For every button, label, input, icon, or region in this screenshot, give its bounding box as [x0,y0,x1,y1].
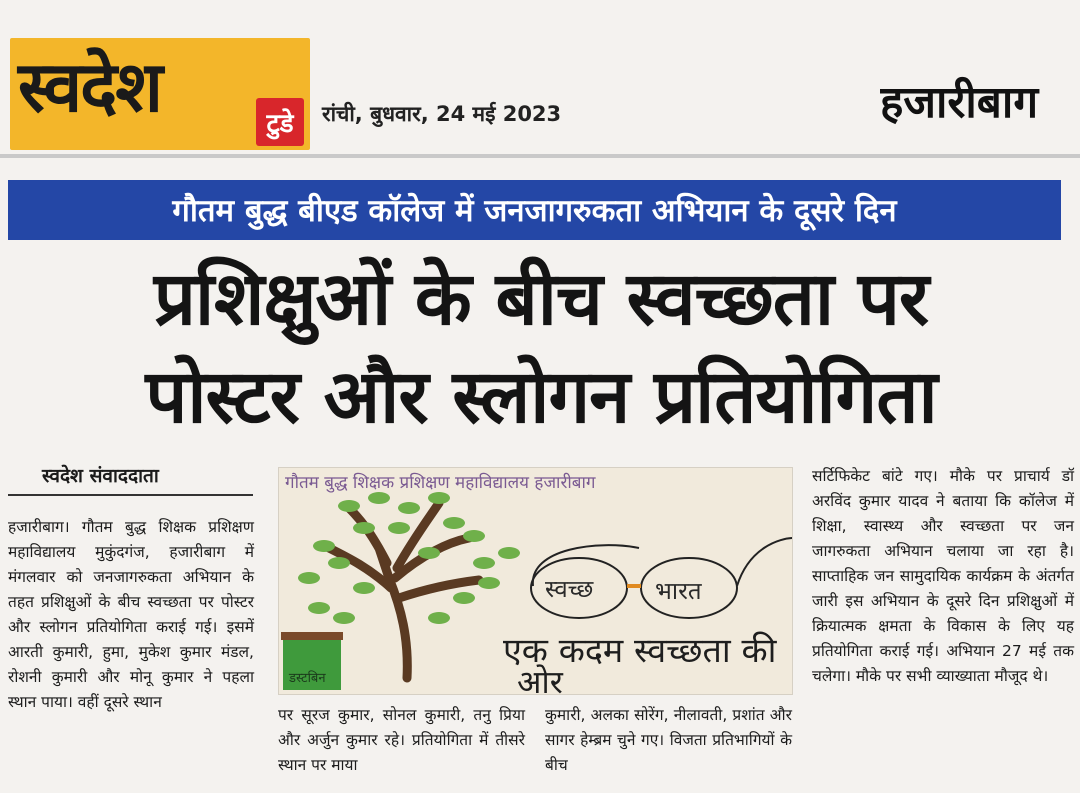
tree-leaves [298,492,520,624]
article-column-1: हजारीबाग। गौतम बुद्ध शिक्षक प्रशिक्षण महाविद्यालय मुकुंदगंज, हजारीबाग में मंगलवार को जनजागरुकता अभियान के तहत प्रशिक्षुओं के बीच स्वच्छता पर पोस्टर और स्लोगन प्रतियोगिता कराई गई। इसमें आरती कुमारी, हुमा, मुकेश कुमार मंडल, रोशनी कुमारी और मोनू कुमार ने पहला स्थान पाया। वहीं दूसरे स्थान [8,518,254,711]
newspaper-logo [10,38,310,150]
dustbin-label: डस्टबिन [289,671,326,686]
logo-sub-badge: टुडे [256,98,304,146]
headline-line-2: पोस्टर और स्लोगन प्रतियोगिता [145,354,937,440]
article-column-4: सर्टिफिकेट बांटे गए। मौके पर प्राचार्य डॉ अरविंद कुमार यादव ने बताया कि कॉलेज में शिक्षा, स्वास्थ्य और स्वच्छता पर जन जागरुकता अभियान चलाया जा रहा है। साप्ताहिक जन सामुदायिक कार्यक्रम के अंतर्गत जारी इस अभियान के दूसरे दिन प्रशिक्षुओं में क्रियात्मक क्षमता के विकास के लिए यह प्रतियोगिता कराई गई। अभियान 27 मई तक चलेगा। मौके पर सभी व्याख्याता मौजूद थे। [812,467,1074,685]
byline: स्वदेश संवाददाता [8,462,253,496]
dustbin-rim [281,632,343,640]
poster-slogan-line-1: एक कदम स्वच्छता की [503,631,777,671]
kicker-banner: गौतम बुद्ध बीएड कॉलेज में जनजागरुकता अभियान के दूसरे दिन [8,180,1061,240]
masthead [0,0,1080,160]
article-column-2: पर सूरज कुमार, सोनल कुमारी, तनु प्रिया और अर्जुन कुमार रहे। प्रतियोगिता में तीसरे स्थान पर माया [278,706,525,774]
article-photo [278,467,793,695]
headline [6,250,1076,446]
dateline: रांची, बुधवार, 24 मई 2023 [322,102,562,126]
glasses-word-right: भारत [655,577,702,605]
poster-slogan-line-2: ओर [517,663,563,695]
headline-line-1: प्रशिक्षुओं के बीच स्वच्छता पर [153,256,929,342]
poster-title: गौतम बुद्ध शिक्षक प्रशिक्षण महाविद्यालय हजारीबाग [285,473,596,493]
city-edition: हजारीबाग [880,77,1039,128]
logo-main-text: स्वदेश [18,46,161,128]
glasses-word-left: स्वच्छ [545,575,594,603]
glasses-arm-right [737,538,793,586]
masthead-rule [0,154,1080,158]
article-column-3: कुमारी, अलका सोरेंग, नीलावती, प्रशांत और सागर हेम्ब्रम चुने गए। विजता प्रतिभागियों के बीच [545,706,792,774]
